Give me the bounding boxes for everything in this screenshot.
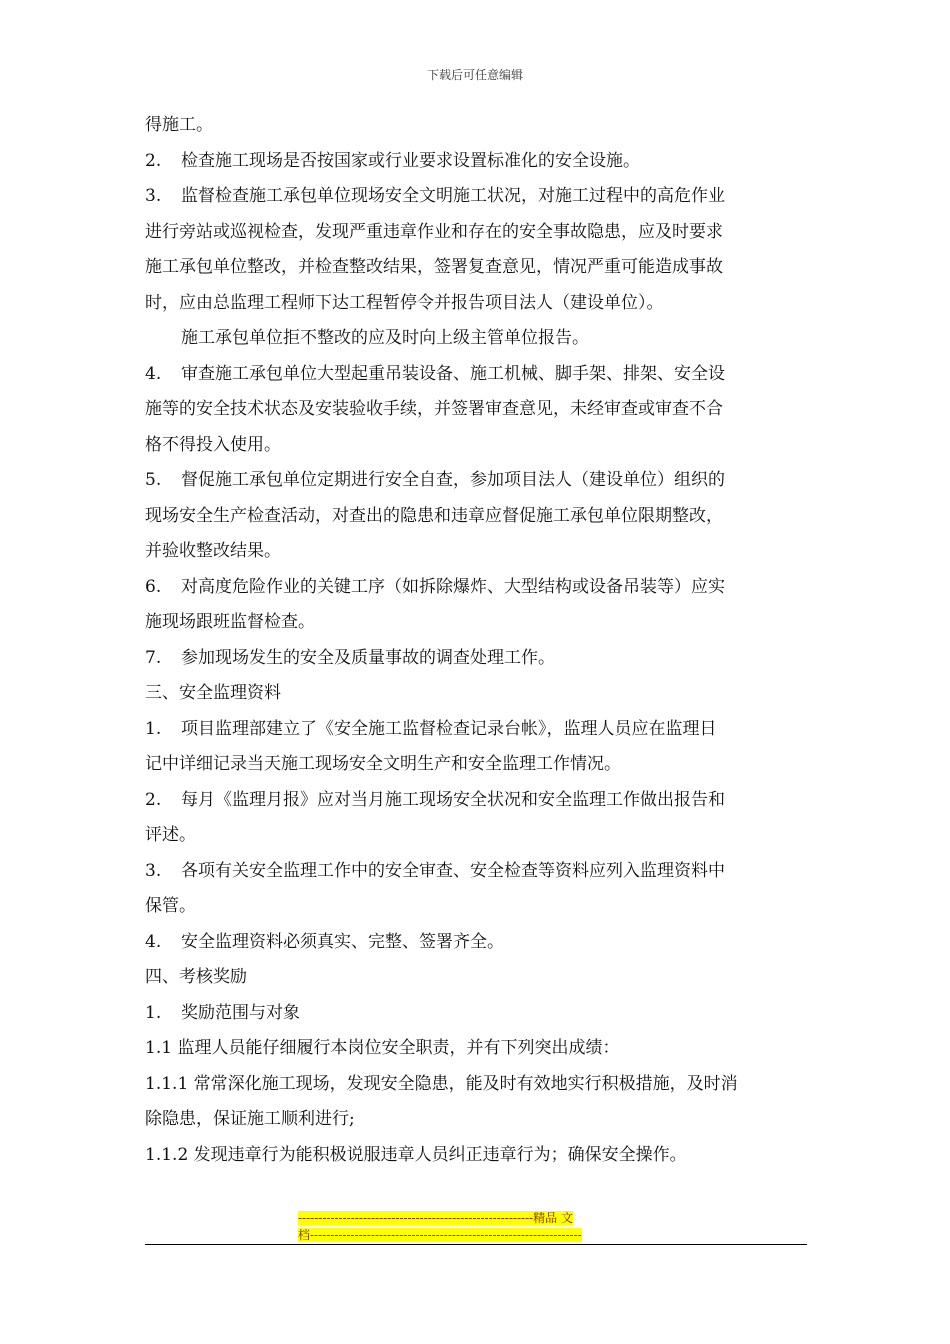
line-text: 奖励范围与对象 [181,1002,300,1023]
line-text: 对高度危险作业的关键工序（如拆除爆炸、大型结构或设备吊装等）应实 [181,576,725,597]
list-number: 3. [145,860,162,881]
line-text: 每月《监理月报》应对当月施工现场安全状况和安全监理工作做出报告和 [181,789,725,810]
line-text: 各项有关安全监理工作中的安全审查、安全检查等资料应列入监理资料中 [181,860,725,881]
line-text: 安全监理资料必须真实、完整、签署齐全。 [181,931,504,952]
line-text: 四、考核奖励 [145,967,247,987]
line-text: 三、安全监理资料 [145,683,281,703]
text-line [145,712,807,748]
list-number: 3. [145,186,162,206]
text-line [145,179,807,215]
footer-line-2: 档------------------------------------------------------------------- [298,1228,582,1242]
line-text: 评述。 [145,825,196,845]
line-text: 并验收整改结果。 [145,541,281,561]
text-line [145,144,807,180]
text-line [145,428,807,464]
list-number: 5. [145,470,162,490]
line-text: 1.1.1 常常深化施工现场，发现安全隐患，能及时有效地实行积极措施，及时消 [145,1073,738,1094]
line-text: 施现场跟班监督检查。 [145,612,315,632]
footer-line-1: ----------------------------------------------------------精品 文 [298,1211,573,1225]
text-line [145,605,807,641]
text-line [145,925,807,961]
text-line [145,1067,807,1103]
text-line [145,570,807,606]
list-number: 2. [145,150,162,171]
line-text: 参加现场发生的安全及质量事故的调查处理工作。 [181,647,555,668]
list-number: 7. [145,647,162,668]
line-text: 施工承包单位整改，并检查整改结果，签署复查意见，情况严重可能造成事故 [145,257,723,277]
list-number: 2. [145,789,162,810]
line-text: 1.1.2 发现违章行为能积极说服违章人员纠正违章行为；确保安全操作。 [145,1144,687,1165]
line-text: 记中详细记录当天施工现场安全文明生产和安全监理工作情况。 [145,754,621,774]
text-line [145,1138,807,1174]
footer-rule [145,1244,807,1245]
text-line [145,1031,807,1067]
list-number: 1. [145,718,162,739]
text-line [145,641,807,677]
list-number: 6. [145,576,162,597]
text-line [145,286,807,322]
line-text: 除隐患，保证施工顺利进行; [145,1109,355,1129]
page-header: 下载后可任意编辑 [426,68,523,82]
text-line [145,108,807,144]
page-footer [298,1210,650,1244]
text-line [145,889,807,925]
text-line [145,321,807,357]
line-text: 格不得投入使用。 [145,434,281,455]
text-line [145,996,807,1032]
line-text: 督促施工承包单位定期进行安全自查，参加项目法人（建设单位）组织的 [181,470,725,490]
line-text: 监督检查施工承包单位现场安全文明施工状况，对施工过程中的高危作业 [181,186,725,206]
list-number: 1. [145,1002,162,1023]
text-line [145,960,807,996]
text-line [145,357,807,393]
line-text: 施工承包单位拒不整改的应及时向上级主管单位报告。 [181,328,589,348]
list-number: 4. [145,931,162,952]
text-line [145,676,807,712]
line-text: 得施工。 [145,115,213,135]
list-number: 4. [145,363,162,384]
document-body [145,108,807,1173]
text-line [145,1102,807,1138]
text-line [145,499,807,535]
text-line [145,747,807,783]
text-line [145,534,807,570]
line-text: 审查施工承包单位大型起重吊装设备、施工机械、脚手架、排架、安全设 [181,363,725,384]
text-line [145,392,807,428]
line-text: 施等的安全技术状态及安装验收手续，并签署审查意见，未经审查或审查不合 [145,399,723,419]
line-text: 项目监理部建立了《安全施工监督检查记录台帐》，监理人员应在监理日 [181,718,717,739]
line-text: 时，应由总监理工程师下达工程暂停令并报告项目法人（建设单位）。 [145,292,664,313]
text-line [145,818,807,854]
line-text: 保管。 [145,896,196,916]
text-line [145,854,807,890]
text-line [145,250,807,286]
line-text: 现场安全生产检查活动，对查出的隐患和违章应督促施工承包单位限期整改， [145,505,723,526]
text-line [145,215,807,251]
line-text: 检查施工现场是否按国家或行业要求设置标准化的安全设施。 [181,150,640,171]
text-line [145,463,807,499]
text-line [145,783,807,819]
line-text: 1.1 监理人员能仔细履行本岗位安全职责，并有下列突出成绩： [145,1038,620,1058]
line-text: 进行旁站或巡视检查，发现严重违章作业和存在的安全事故隐患，应及时要求 [145,221,723,242]
